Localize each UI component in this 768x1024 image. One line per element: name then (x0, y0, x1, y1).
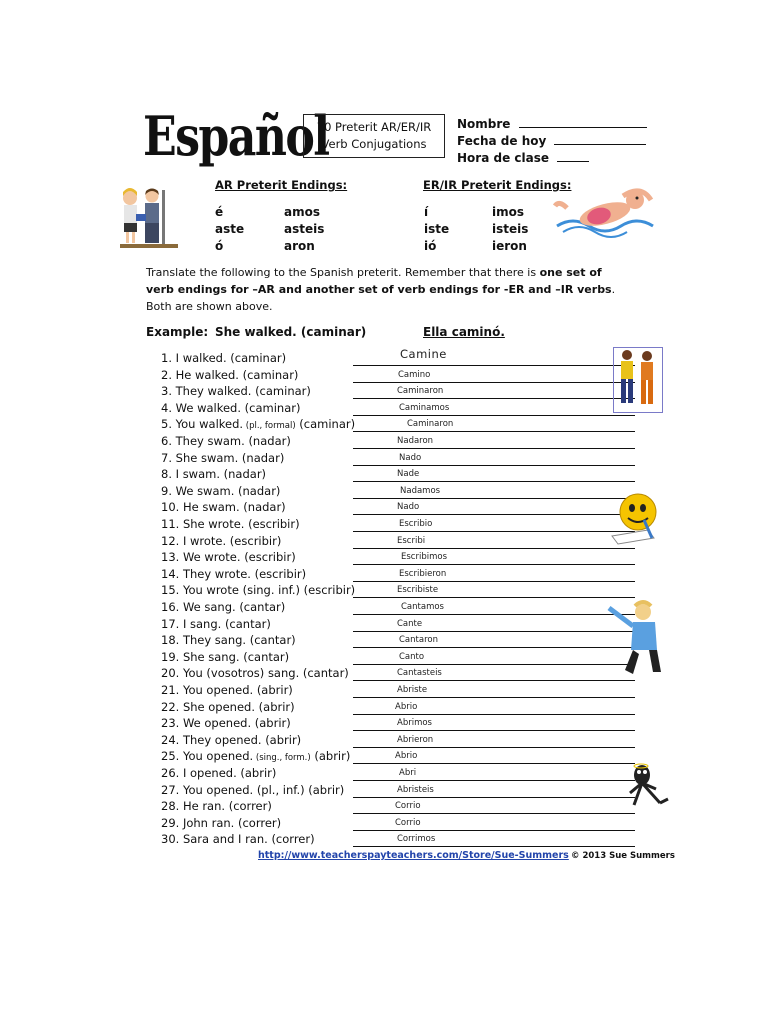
handwritten-answer: Abri (399, 768, 417, 778)
exercise-text: You wrote (sing. inf.) (escribir) (182, 583, 356, 598)
exercise-prompt (161, 816, 281, 830)
answer-line[interactable] (353, 581, 635, 582)
exercise-prompt (161, 384, 311, 398)
exercise-text: She opened. (abrir) (182, 699, 295, 714)
answer-line[interactable] (353, 730, 635, 731)
answer-line[interactable] (353, 780, 635, 781)
handwritten-answer: Nadamos (400, 485, 441, 496)
name-blank[interactable] (519, 117, 647, 128)
exercise-prompt (161, 567, 306, 581)
handwritten-answer: Corrimos (397, 834, 436, 845)
exercise-text: We wrote. (escribir) (182, 550, 296, 565)
handwritten-answer: Caminaron (407, 419, 454, 430)
singing-man-illustration (603, 600, 665, 678)
exercise-number: 14. (161, 566, 183, 581)
exercise-text: I swam. (nadar) (175, 467, 267, 482)
exercise-note: (pl., formal) (243, 421, 296, 432)
er-ir-ending-el: ió (424, 239, 437, 253)
handwritten-answer: Escribi (397, 535, 426, 546)
exercise-number: 29. (161, 815, 183, 830)
exercise-prompt (161, 434, 291, 448)
exercise-number: 22. (161, 699, 183, 714)
exercise-number: 2. (161, 367, 176, 382)
exercise-text: He swam. (nadar) (182, 500, 286, 515)
handwritten-answer: Abrio (395, 751, 418, 762)
copyright-notice: © 2013 Sue Summers (571, 851, 675, 861)
exercise-text: You (vosotros) sang. (cantar) (182, 666, 349, 681)
exercise-number: 9. (161, 483, 176, 498)
exercise-text: You opened. (abrir) (182, 683, 293, 697)
exercise-text: He ran. (correr) (182, 799, 272, 814)
answer-line[interactable] (353, 763, 635, 764)
answer-line[interactable] (353, 481, 635, 482)
answer-line[interactable] (353, 415, 635, 416)
handwritten-answer: Escribimos (401, 552, 447, 563)
answer-line[interactable] (353, 830, 635, 831)
exercise-number: 19. (161, 649, 183, 664)
answer-line[interactable] (353, 382, 635, 383)
answer-line[interactable] (353, 548, 635, 549)
ar-ending-yo: é (215, 205, 224, 219)
exercise-number: 5. (161, 417, 176, 432)
handwritten-answer: Escribio (399, 519, 433, 529)
exercise-number: 12. (161, 533, 183, 548)
answer-line[interactable] (353, 431, 635, 432)
handwritten-answer: Cantaron (399, 635, 438, 646)
answer-line[interactable] (353, 714, 635, 715)
exercise-text: They opened. (abrir) (182, 732, 302, 747)
answer-line[interactable] (353, 398, 635, 399)
exercise-number: 6. (161, 434, 176, 448)
handwritten-answer: Nade (397, 469, 420, 480)
exercise-text: You walked. (175, 417, 244, 432)
answer-line[interactable] (353, 647, 635, 648)
exercise-text: We swam. (nadar) (175, 483, 281, 498)
instructions (146, 264, 626, 315)
ar-ending-nosotros: amos (284, 205, 320, 219)
exercise-number: 15. (161, 583, 183, 598)
exercise-prompt (161, 749, 350, 763)
exercise-prompt (161, 550, 296, 564)
answer-line[interactable] (353, 813, 635, 814)
handwritten-answer: Camino (398, 369, 431, 380)
running-figure-illustration (620, 763, 672, 809)
date-label: Fecha de hoy (457, 134, 547, 148)
exercise-number: 28. (161, 799, 183, 814)
smiley-writing-illustration (608, 490, 662, 546)
exercise-number: 20. (161, 666, 183, 681)
date-blank[interactable] (554, 134, 646, 145)
handwritten-answer: Abrieron (397, 734, 434, 745)
answer-line[interactable] (353, 797, 635, 798)
exercise-prompt (161, 716, 291, 730)
instructions-text-1: Translate the following to the Spanish preterit. Remember that there is (146, 266, 540, 279)
answer-line[interactable] (353, 846, 635, 847)
exercise-prompt (161, 766, 276, 780)
date-field[interactable] (457, 134, 646, 148)
exercise-number: 4. (161, 400, 176, 415)
handwritten-answer: Camine (400, 347, 447, 361)
exercise-number: 27. (161, 782, 183, 797)
exercise-prompt (161, 451, 284, 465)
answer-line[interactable] (353, 597, 635, 598)
er-ir-ending-ellos: ieron (492, 239, 527, 253)
exercise-prompt (161, 783, 344, 797)
exercise-text: I walked. (caminar) (175, 351, 287, 365)
handwritten-answer: Corrio (395, 817, 421, 828)
exercise-number: 17. (161, 616, 183, 631)
exercise-text: They swam. (nadar) (175, 434, 291, 448)
answer-line[interactable] (353, 498, 635, 499)
exercise-verb: (abrir) (310, 749, 351, 764)
exercise-number: 3. (161, 384, 176, 399)
exercise-prompt (161, 534, 281, 548)
exercise-prompt (161, 500, 286, 514)
handwritten-answer: Abrio (395, 701, 418, 712)
exercise-prompt (161, 401, 300, 415)
walking-couple-illustration (613, 347, 663, 413)
exercise-number: 11. (161, 517, 183, 531)
answer-line[interactable] (353, 614, 635, 615)
swimmer-illustration (553, 186, 657, 242)
exercise-prompt (161, 351, 286, 365)
answer-line[interactable] (353, 564, 635, 565)
exercise-prompt (161, 633, 296, 647)
worksheet-subtitle-box (303, 114, 445, 158)
exercise-number: 21. (161, 683, 183, 697)
exercise-text: You opened. (pl., inf.) (abrir) (182, 782, 345, 797)
exercise-number: 1. (161, 351, 176, 365)
exercise-text: I wrote. (escribir) (182, 533, 282, 548)
exercise-verb: (caminar) (295, 417, 356, 432)
er-ir-endings-heading: ER/IR Preterit Endings: (423, 178, 572, 192)
teacherspayteachers-link[interactable]: http://www.teacherspayteachers.com/Store/Sue-Summers (258, 850, 569, 861)
handwritten-answer: Cantamos (401, 602, 444, 612)
example-label: Example: (146, 325, 209, 339)
exercise-number: 26. (161, 766, 183, 780)
exercise-number: 24. (161, 732, 183, 747)
exercise-text: You opened. (182, 749, 254, 764)
ar-endings-heading: AR Preterit Endings: (215, 178, 348, 192)
exercise-prompt (161, 617, 271, 631)
answer-line[interactable] (353, 531, 635, 532)
handwritten-answer: Abristeis (397, 784, 434, 795)
handwritten-answer: Nadaron (397, 436, 434, 446)
exercise-number: 13. (161, 550, 183, 565)
exercise-number: 30. (161, 832, 183, 847)
handwritten-answer: Corrio (395, 801, 421, 812)
exercise-text: I opened. (abrir) (182, 766, 277, 780)
ar-ending-ellos: aron (284, 239, 315, 253)
exercise-prompt (161, 683, 293, 697)
exercise-prompt (161, 583, 355, 597)
handwritten-answer: Escribieron (399, 568, 447, 579)
name-label: Nombre (457, 117, 511, 131)
exercise-text: They sang. (cantar) (182, 633, 296, 648)
exercise-prompt (161, 799, 272, 813)
answer-line[interactable] (353, 747, 635, 748)
answer-line[interactable] (353, 631, 635, 632)
exercise-prompt (161, 700, 295, 714)
er-ir-ending-nosotros: imos (492, 205, 525, 219)
handwritten-answer: Cantasteis (397, 668, 442, 679)
instructions-text-2: . Both are shown above. (146, 283, 616, 313)
exercise-number: 18. (161, 633, 183, 648)
ar-ending-vosotros: asteis (284, 222, 325, 236)
exercise-prompt (161, 484, 280, 498)
office-people-illustration (118, 186, 180, 250)
subtitle-line-2: Verb Conjugations (321, 137, 427, 151)
handwritten-answer: Escribiste (397, 585, 439, 596)
exercise-text: John ran. (correr) (182, 815, 282, 830)
example-prompt: She walked. (caminar) (215, 325, 367, 339)
exercise-prompt (161, 467, 266, 481)
exercise-text: Sara and I ran. (correr) (182, 832, 315, 847)
exercise-text: We walked. (caminar) (175, 400, 301, 415)
exercise-text: I sang. (cantar) (182, 616, 271, 631)
exercise-prompt (161, 666, 349, 680)
exercise-text: We sang. (cantar) (182, 600, 286, 614)
exercise-number: 25. (161, 749, 183, 764)
handwritten-answer: Cante (397, 618, 423, 629)
subtitle-line-1: 70 Preterit AR/ER/IR (316, 120, 432, 134)
exercise-number: 8. (161, 467, 176, 482)
answer-line[interactable] (353, 514, 635, 515)
handwritten-answer: Nado (397, 502, 420, 513)
class-field[interactable] (457, 151, 589, 165)
exercise-text: We opened. (abrir) (182, 716, 291, 731)
answer-line[interactable] (353, 448, 635, 449)
example-answer: Ella caminó. (423, 325, 505, 339)
ar-ending-el: ó (215, 239, 224, 253)
exercise-prompt (161, 417, 355, 431)
exercise-number: 7. (161, 450, 176, 465)
exercise-number: 23. (161, 716, 183, 731)
answer-line[interactable] (353, 697, 635, 698)
exercise-text: He walked. (caminar) (175, 367, 299, 382)
handwritten-answer: Abriste (397, 685, 428, 695)
answer-line[interactable] (353, 365, 635, 366)
er-ir-ending-yo: í (424, 205, 429, 219)
answer-line[interactable] (353, 465, 635, 466)
answer-line[interactable] (353, 664, 635, 665)
er-ir-ending-tu: iste (424, 222, 450, 236)
exercise-prompt (161, 832, 315, 846)
handwritten-answer: Caminaron (397, 386, 444, 397)
exercise-prompt (161, 600, 285, 614)
handwritten-answer: Caminamos (399, 402, 450, 413)
exercise-prompt (161, 517, 300, 531)
exercise-text: She swam. (nadar) (175, 450, 285, 465)
handwritten-answer: Nado (399, 452, 422, 463)
handwritten-answer: Canto (399, 651, 425, 662)
exercise-prompt (161, 650, 289, 664)
handwritten-answer: Abrimos (397, 718, 432, 729)
exercise-text: She sang. (cantar) (182, 649, 290, 664)
er-ir-ending-vosotros: isteis (492, 222, 529, 236)
ar-ending-tu: aste (215, 222, 245, 236)
instructions-emphasis: one set of verb endings for –AR and another set of verb endings for -ER and –IR verbs (146, 266, 612, 296)
exercise-text: They walked. (caminar) (175, 384, 311, 399)
class-blank[interactable] (557, 151, 589, 162)
exercise-text: They wrote. (escribir) (182, 566, 307, 581)
exercise-prompt (161, 733, 301, 747)
name-field[interactable] (457, 117, 647, 131)
class-label: Hora de clase (457, 151, 549, 165)
exercise-prompt (161, 368, 298, 382)
exercise-number: 16. (161, 600, 183, 614)
answer-line[interactable] (353, 680, 635, 681)
exercise-note: (sing., form.) (253, 753, 311, 764)
exercise-number: 10. (161, 500, 183, 515)
page-title: Español (143, 104, 329, 168)
exercise-text: She wrote. (escribir) (182, 517, 300, 531)
